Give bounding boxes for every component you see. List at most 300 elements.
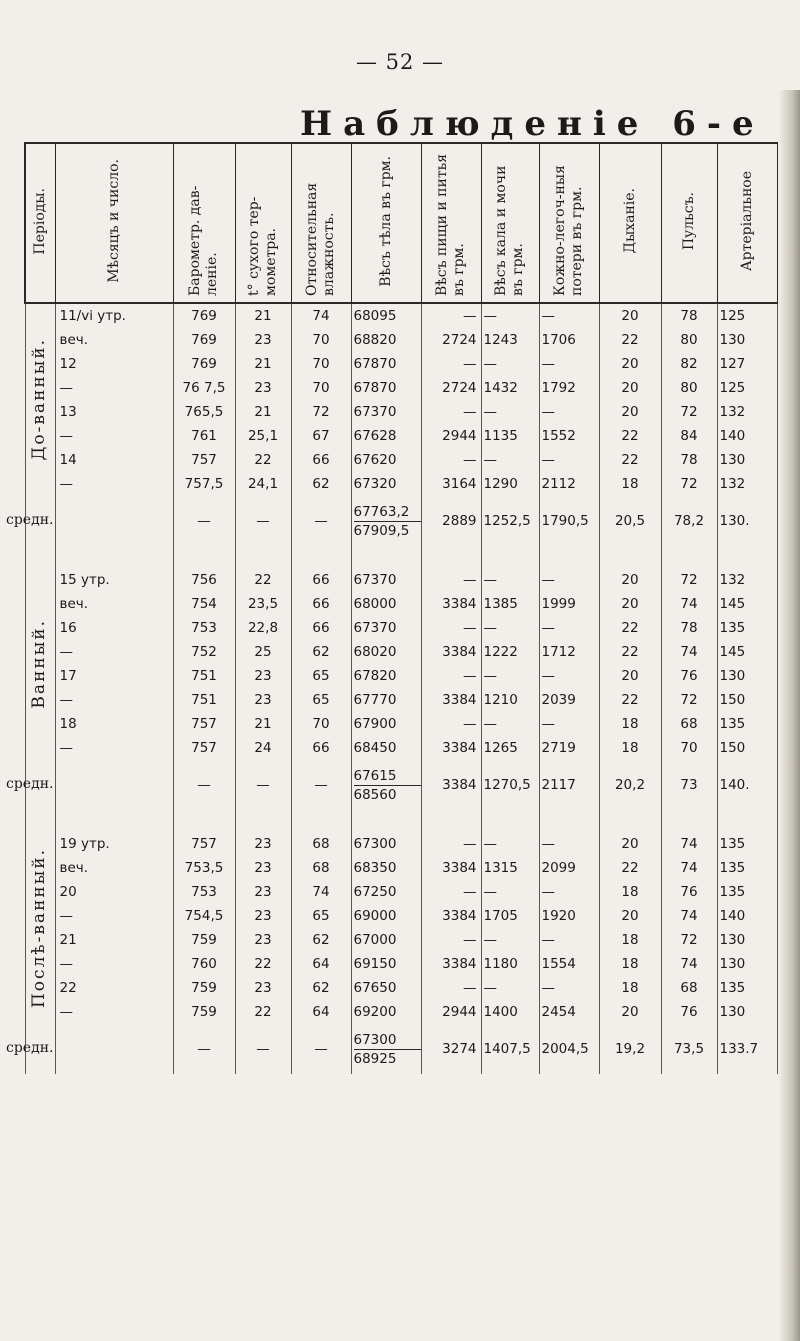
table-cell: 135 (717, 832, 777, 856)
table-cell: 22 (599, 640, 661, 664)
table-cell: 67820 (351, 664, 421, 688)
table-cell: 78 (661, 448, 717, 472)
table-cell: 22 (235, 1000, 291, 1024)
table-cell: 760 (173, 952, 235, 976)
table-cell: 130 (717, 448, 777, 472)
table-cell (351, 810, 421, 832)
table-cell: 68095 (351, 303, 421, 328)
column-header: Вѣсъ кала и мочи въ грм. (481, 143, 539, 303)
table-cell: 22 (235, 952, 291, 976)
column-header: Кожно-легоч-ныя потери въ грм. (539, 143, 599, 303)
page-title: Наблюденіе 6-е (300, 104, 765, 144)
table-cell: — (539, 448, 599, 472)
table-cell: 18 (599, 952, 661, 976)
table-cell: 759 (173, 976, 235, 1000)
table-cell: — (481, 448, 539, 472)
table-cell: 130 (717, 952, 777, 976)
table-cell: 3384 (421, 688, 481, 712)
table-cell: 72 (291, 400, 351, 424)
page-number: — 52 — (355, 50, 445, 74)
table-cell: 21 (235, 352, 291, 376)
table-cell: 68 (661, 712, 717, 736)
table-cell: 135 (717, 616, 777, 640)
table-cell: 756 (173, 568, 235, 592)
table-cell: 132 (717, 472, 777, 496)
table-cell (25, 546, 55, 568)
table-row (25, 400, 777, 424)
table-row (25, 856, 777, 880)
table-cell: 23 (235, 856, 291, 880)
table-cell: — (173, 496, 235, 546)
average-label: средн. (6, 1040, 54, 1056)
table-cell: 145 (717, 592, 777, 616)
table-cell: 66 (291, 448, 351, 472)
table-row (25, 616, 777, 640)
table-cell: — (421, 448, 481, 472)
table-cell: 2099 (539, 856, 599, 880)
table-cell: — (481, 352, 539, 376)
table-cell: 68 (291, 832, 351, 856)
table-cell: 22 (235, 448, 291, 472)
table-cell: 769 (173, 352, 235, 376)
table-cell: — (539, 568, 599, 592)
table-cell (25, 810, 55, 832)
table-cell (421, 546, 481, 568)
table-cell: 66 (291, 616, 351, 640)
table-row (25, 424, 777, 448)
table-cell: 80 (661, 376, 717, 400)
table-cell: 2724 (421, 376, 481, 400)
table-cell: 74 (661, 904, 717, 928)
table-cell (661, 810, 717, 832)
table-cell: — (481, 928, 539, 952)
table-cell: 1222 (481, 640, 539, 664)
table-cell: 1252,5 (481, 496, 539, 546)
table-cell: — (421, 832, 481, 856)
table-cell: — (539, 303, 599, 328)
table-cell: 18 (599, 928, 661, 952)
table-cell: 20 (599, 303, 661, 328)
table-cell (481, 546, 539, 568)
table-cell: 751 (173, 688, 235, 712)
table-cell: 18 (55, 712, 173, 736)
table-cell: — (55, 472, 173, 496)
table-cell: 69000 (351, 904, 421, 928)
table-cell: 23 (235, 664, 291, 688)
table-cell: 69200 (351, 1000, 421, 1024)
table-row (25, 976, 777, 1000)
table-row (25, 664, 777, 688)
table-cell: 67370 (351, 400, 421, 424)
column-header: Вѣсъ пищи и питья въ грм. (421, 143, 481, 303)
table-cell: 67370 (351, 568, 421, 592)
average-label: средн. (6, 776, 54, 792)
table-cell: 65 (291, 904, 351, 928)
table-cell: 23 (235, 904, 291, 928)
average-weight-evening: 68560 (353, 786, 397, 803)
table-cell: 1407,5 (481, 1024, 539, 1074)
table-cell: 74 (661, 952, 717, 976)
table-cell: 68020 (351, 640, 421, 664)
table-row (25, 952, 777, 976)
table-cell: — (421, 976, 481, 1000)
table-cell: 753,5 (173, 856, 235, 880)
header-row (25, 143, 777, 303)
table-cell: 1920 (539, 904, 599, 928)
table-cell: — (421, 616, 481, 640)
table-cell: 22,8 (235, 616, 291, 640)
table-cell: 62 (291, 976, 351, 1000)
table-cell: 754 (173, 592, 235, 616)
table-cell: 72 (661, 400, 717, 424)
table-cell: 72 (661, 688, 717, 712)
table-cell (55, 1024, 173, 1074)
table-cell: 127 (717, 352, 777, 376)
table-cell: 67650 (351, 976, 421, 1000)
table-cell: 752 (173, 640, 235, 664)
average-row (25, 1024, 777, 1074)
table-cell: — (539, 400, 599, 424)
table-cell: 21 (235, 712, 291, 736)
table-cell (351, 496, 421, 546)
table-cell: 130 (717, 928, 777, 952)
table-cell: 751 (173, 664, 235, 688)
table-cell: 140 (717, 424, 777, 448)
table-cell: 84 (661, 424, 717, 448)
table-cell: — (235, 760, 291, 810)
table-cell: 24 (235, 736, 291, 760)
table-cell: 67000 (351, 928, 421, 952)
table-row (25, 640, 777, 664)
table-cell: 67250 (351, 880, 421, 904)
table-cell: 20 (599, 592, 661, 616)
table-cell: 76 (661, 880, 717, 904)
table-cell: 66 (291, 592, 351, 616)
table-cell (539, 810, 599, 832)
table-cell: — (481, 832, 539, 856)
table-cell: 68 (291, 856, 351, 880)
table-cell: 22 (599, 688, 661, 712)
table-row (25, 448, 777, 472)
table-cell: 2944 (421, 424, 481, 448)
table-cell: 70 (291, 328, 351, 352)
table-cell: 3164 (421, 472, 481, 496)
table-cell: 2454 (539, 1000, 599, 1024)
observation-table (24, 142, 778, 1074)
table-cell: 23,5 (235, 592, 291, 616)
table-cell: 74 (661, 856, 717, 880)
table-cell: 68350 (351, 856, 421, 880)
table-cell: 70 (291, 352, 351, 376)
column-header: Вѣсъ тѣла въ грм. (351, 143, 421, 303)
table-cell: 140 (717, 904, 777, 928)
table-cell (351, 1024, 421, 1074)
table-cell: 22 (55, 976, 173, 1000)
table-cell: — (173, 760, 235, 810)
table-cell: 1706 (539, 328, 599, 352)
table-row (25, 592, 777, 616)
table-cell: 68820 (351, 328, 421, 352)
table-cell: — (55, 952, 173, 976)
table-cell: — (235, 1024, 291, 1074)
table-cell: 23 (235, 832, 291, 856)
table-cell: 70 (291, 712, 351, 736)
table-row (25, 832, 777, 856)
table-cell: 62 (291, 640, 351, 664)
table-cell: 150 (717, 736, 777, 760)
table-cell: 20 (599, 904, 661, 928)
column-header: Относительная влажность. (291, 143, 351, 303)
table-cell: — (539, 832, 599, 856)
table-cell: 17 (55, 664, 173, 688)
table-cell: 67870 (351, 352, 421, 376)
table-cell: 132 (717, 400, 777, 424)
table-cell: 2004,5 (539, 1024, 599, 1074)
table-cell: 1270,5 (481, 760, 539, 810)
table-cell (55, 496, 173, 546)
table-cell: 67770 (351, 688, 421, 712)
table-cell: 1792 (539, 376, 599, 400)
table-cell: 21 (235, 400, 291, 424)
table-cell: 1554 (539, 952, 599, 976)
table-cell: 757 (173, 736, 235, 760)
table-cell: — (421, 664, 481, 688)
table-cell: 65 (291, 688, 351, 712)
table-cell: — (539, 928, 599, 952)
average-weight-morning: 67763,2 (354, 503, 421, 522)
table-cell (291, 810, 351, 832)
table-cell: — (421, 712, 481, 736)
table-cell: 13 (55, 400, 173, 424)
table-cell: 23 (235, 928, 291, 952)
table-cell: 19,2 (599, 1024, 661, 1074)
table-cell: 3384 (421, 856, 481, 880)
table-row (25, 928, 777, 952)
table-cell: веч. (55, 592, 173, 616)
average-row (25, 496, 777, 546)
table-cell: — (173, 1024, 235, 1074)
table-cell: — (481, 400, 539, 424)
column-header: Дыханіе. (599, 143, 661, 303)
table-cell: — (481, 303, 539, 328)
table-cell: 1290 (481, 472, 539, 496)
table-cell: 1712 (539, 640, 599, 664)
table-cell: 759 (173, 1000, 235, 1024)
table-cell: 3384 (421, 592, 481, 616)
table-cell: 23 (235, 880, 291, 904)
table-cell: — (481, 712, 539, 736)
table-cell: — (481, 880, 539, 904)
table-cell: 22 (235, 568, 291, 592)
table-cell (173, 810, 235, 832)
page-edge (778, 90, 800, 1341)
table-row (25, 376, 777, 400)
table-cell: 1265 (481, 736, 539, 760)
table-cell: 14 (55, 448, 173, 472)
table-cell: 67300 (351, 832, 421, 856)
table-cell: 78 (661, 616, 717, 640)
table-cell: 74 (661, 640, 717, 664)
table-cell: 25,1 (235, 424, 291, 448)
table-cell: 72 (661, 928, 717, 952)
table-cell: 24,1 (235, 472, 291, 496)
table-cell: 21 (55, 928, 173, 952)
table-cell: 76 7,5 (173, 376, 235, 400)
table-cell (55, 760, 173, 810)
table-cell: 769 (173, 328, 235, 352)
table-cell: 73,5 (661, 1024, 717, 1074)
table-cell: 19 утр. (55, 832, 173, 856)
table-cell: 20 (599, 376, 661, 400)
average-weight-evening: 68925 (353, 1050, 397, 1067)
table-cell: — (421, 400, 481, 424)
table-cell: 135 (717, 856, 777, 880)
table-cell: 72 (661, 568, 717, 592)
table-cell: 2719 (539, 736, 599, 760)
table-cell: 80 (661, 328, 717, 352)
table-cell: 757 (173, 832, 235, 856)
table-cell: — (421, 568, 481, 592)
table-cell: 135 (717, 976, 777, 1000)
table-cell: 2039 (539, 688, 599, 712)
table-cell: 3274 (421, 1024, 481, 1074)
table-cell: 18 (599, 472, 661, 496)
table-cell: 74 (291, 303, 351, 328)
table-cell: 23 (235, 328, 291, 352)
table-cell: 757 (173, 712, 235, 736)
table-cell: 1135 (481, 424, 539, 448)
table-cell: 135 (717, 880, 777, 904)
table-cell: 754,5 (173, 904, 235, 928)
table-cell: 1999 (539, 592, 599, 616)
table-cell: 78,2 (661, 496, 717, 546)
table-cell: 759 (173, 928, 235, 952)
table-cell: 22 (599, 448, 661, 472)
table-cell: 1385 (481, 592, 539, 616)
table-cell: 66 (291, 736, 351, 760)
table-row (25, 1000, 777, 1024)
table-cell: 18 (599, 736, 661, 760)
table-cell: 22 (599, 616, 661, 640)
period-label-pre-bath: До-ванный. (29, 338, 49, 461)
table-cell: 69150 (351, 952, 421, 976)
table-cell: 132 (717, 568, 777, 592)
table-cell: 73 (661, 760, 717, 810)
table-cell: 64 (291, 1000, 351, 1024)
table-cell: 757,5 (173, 472, 235, 496)
table-cell: 72 (661, 472, 717, 496)
table-cell: 125 (717, 376, 777, 400)
table-cell: 20,2 (599, 760, 661, 810)
table-cell: — (421, 303, 481, 328)
table-cell: 1180 (481, 952, 539, 976)
table-cell: веч. (55, 328, 173, 352)
section-spacer (25, 546, 777, 568)
table-row (25, 688, 777, 712)
table-cell (235, 810, 291, 832)
table-cell: 20,5 (599, 496, 661, 546)
average-weight-morning: 67300 (354, 1031, 421, 1050)
table-cell: 140. (717, 760, 777, 810)
table-cell (173, 546, 235, 568)
table-cell: 20 (599, 352, 661, 376)
table-cell: 12 (55, 352, 173, 376)
table-cell: — (421, 352, 481, 376)
table-cell: 67620 (351, 448, 421, 472)
table-cell (599, 810, 661, 832)
table-cell: — (55, 424, 173, 448)
table-cell: 1552 (539, 424, 599, 448)
table-cell: 67 (291, 424, 351, 448)
table-cell: 22 (599, 328, 661, 352)
table-cell: 1432 (481, 376, 539, 400)
table-row (25, 328, 777, 352)
table-cell: 68000 (351, 592, 421, 616)
table-row (25, 472, 777, 496)
table-cell: 130 (717, 1000, 777, 1024)
table-cell: 70 (661, 736, 717, 760)
table-cell: 20 (599, 568, 661, 592)
table-cell: 22 (599, 856, 661, 880)
table-cell: 20 (599, 832, 661, 856)
period-label-post-bath: Послѣ-ванный. (29, 847, 49, 1008)
table-cell: 21 (235, 303, 291, 328)
table-cell: 74 (661, 832, 717, 856)
table-cell: 1790,5 (539, 496, 599, 546)
table-cell: 3384 (421, 760, 481, 810)
column-header: Артеріальное (717, 143, 777, 303)
table-cell (421, 810, 481, 832)
table-cell: 23 (235, 376, 291, 400)
table-cell: 2117 (539, 760, 599, 810)
table-cell: 67870 (351, 376, 421, 400)
table-cell: — (55, 640, 173, 664)
table-cell: 11/vi утр. (55, 303, 173, 328)
column-header: t° сухого тер-мометра. (235, 143, 291, 303)
table-cell: 15 утр. (55, 568, 173, 592)
table-cell: — (481, 616, 539, 640)
table-cell: — (539, 712, 599, 736)
table-cell: 135 (717, 712, 777, 736)
table-cell: 68 (661, 976, 717, 1000)
table-row (25, 303, 777, 328)
table-cell: 18 (599, 976, 661, 1000)
table-cell: 65 (291, 664, 351, 688)
table-cell: 18 (599, 880, 661, 904)
table-cell: 23 (235, 976, 291, 1000)
table-cell: — (481, 664, 539, 688)
table-cell: — (539, 616, 599, 640)
table-cell: — (55, 736, 173, 760)
table-cell: 125 (717, 303, 777, 328)
average-weight-morning: 67615 (354, 767, 421, 786)
table-cell: 1315 (481, 856, 539, 880)
table-cell (717, 546, 777, 568)
average-weight-evening: 67909,5 (353, 522, 410, 539)
table-cell: — (55, 688, 173, 712)
period-label-bath: Ванный. (29, 619, 49, 709)
table-cell: 67900 (351, 712, 421, 736)
column-header: Періоды. (25, 143, 55, 303)
table-cell: 3384 (421, 904, 481, 928)
table-cell: — (55, 376, 173, 400)
table-cell: — (539, 880, 599, 904)
table-cell: 1210 (481, 688, 539, 712)
table-cell: — (539, 352, 599, 376)
table-cell: 82 (661, 352, 717, 376)
table-cell: 1705 (481, 904, 539, 928)
table-cell: 67370 (351, 616, 421, 640)
